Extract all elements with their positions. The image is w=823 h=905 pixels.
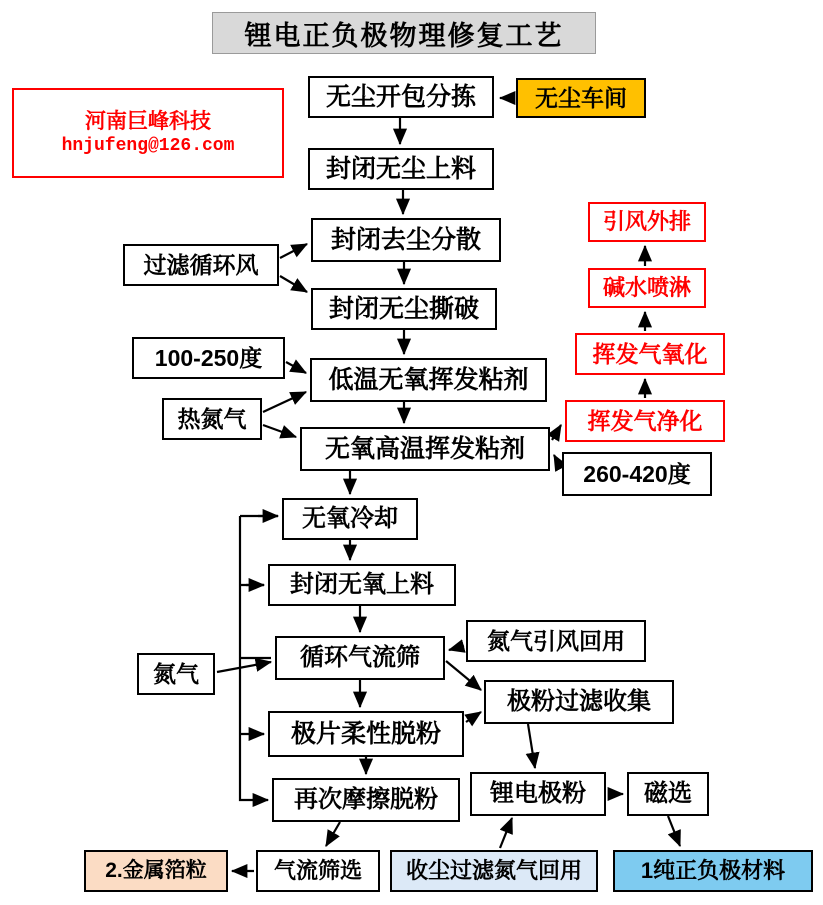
process-node-n7: 100-250度 xyxy=(132,337,285,379)
process-node-n8: 低温无氧挥发粘剂 xyxy=(310,358,547,402)
page-title: 锂电正负极物理修复工艺 xyxy=(212,12,596,54)
process-node-n16: 无氧冷却 xyxy=(282,498,418,540)
company-email: hnjufeng@126.com xyxy=(61,135,235,156)
process-node-n11: 260-420度 xyxy=(562,452,712,496)
process-node-n2: 无尘车间 xyxy=(516,78,646,118)
process-node-n27: 气流筛选 xyxy=(256,850,380,892)
process-node-n12: 挥发气净化 xyxy=(565,400,725,442)
process-node-n25: 磁选 xyxy=(627,772,709,816)
process-node-n20: 氮气 xyxy=(137,653,215,695)
process-node-n26: 2.金属箔粒 xyxy=(84,850,228,892)
company-logo xyxy=(12,88,284,178)
process-node-n15: 引风外排 xyxy=(588,202,706,242)
process-node-n9: 热氮气 xyxy=(162,398,262,440)
process-node-n28: 收尘过滤氮气回用 xyxy=(390,850,598,892)
process-node-n14: 碱水喷淋 xyxy=(588,268,706,308)
process-node-n21: 极粉过滤收集 xyxy=(484,680,674,724)
process-node-n4: 封闭去尘分散 xyxy=(311,218,501,262)
process-node-n10: 无氧高温挥发粘剂 xyxy=(300,427,550,471)
company-name: 河南巨峰科技 xyxy=(85,109,211,133)
process-node-n13: 挥发气氧化 xyxy=(575,333,725,375)
process-node-n6: 封闭无尘撕破 xyxy=(311,288,497,330)
process-node-n18: 循环气流筛 xyxy=(275,636,445,680)
process-node-n3: 封闭无尘上料 xyxy=(308,148,494,190)
process-node-n17: 封闭无氧上料 xyxy=(268,564,456,606)
process-node-n5: 过滤循环风 xyxy=(123,244,279,286)
process-node-n29: 1纯正负极材料 xyxy=(613,850,813,892)
process-node-n1: 无尘开包分拣 xyxy=(308,76,494,118)
process-node-n22: 极片柔性脱粉 xyxy=(268,711,464,757)
process-node-n24: 锂电极粉 xyxy=(470,772,606,816)
process-node-n23: 再次摩擦脱粉 xyxy=(272,778,460,822)
process-node-n19: 氮气引风回用 xyxy=(466,620,646,662)
